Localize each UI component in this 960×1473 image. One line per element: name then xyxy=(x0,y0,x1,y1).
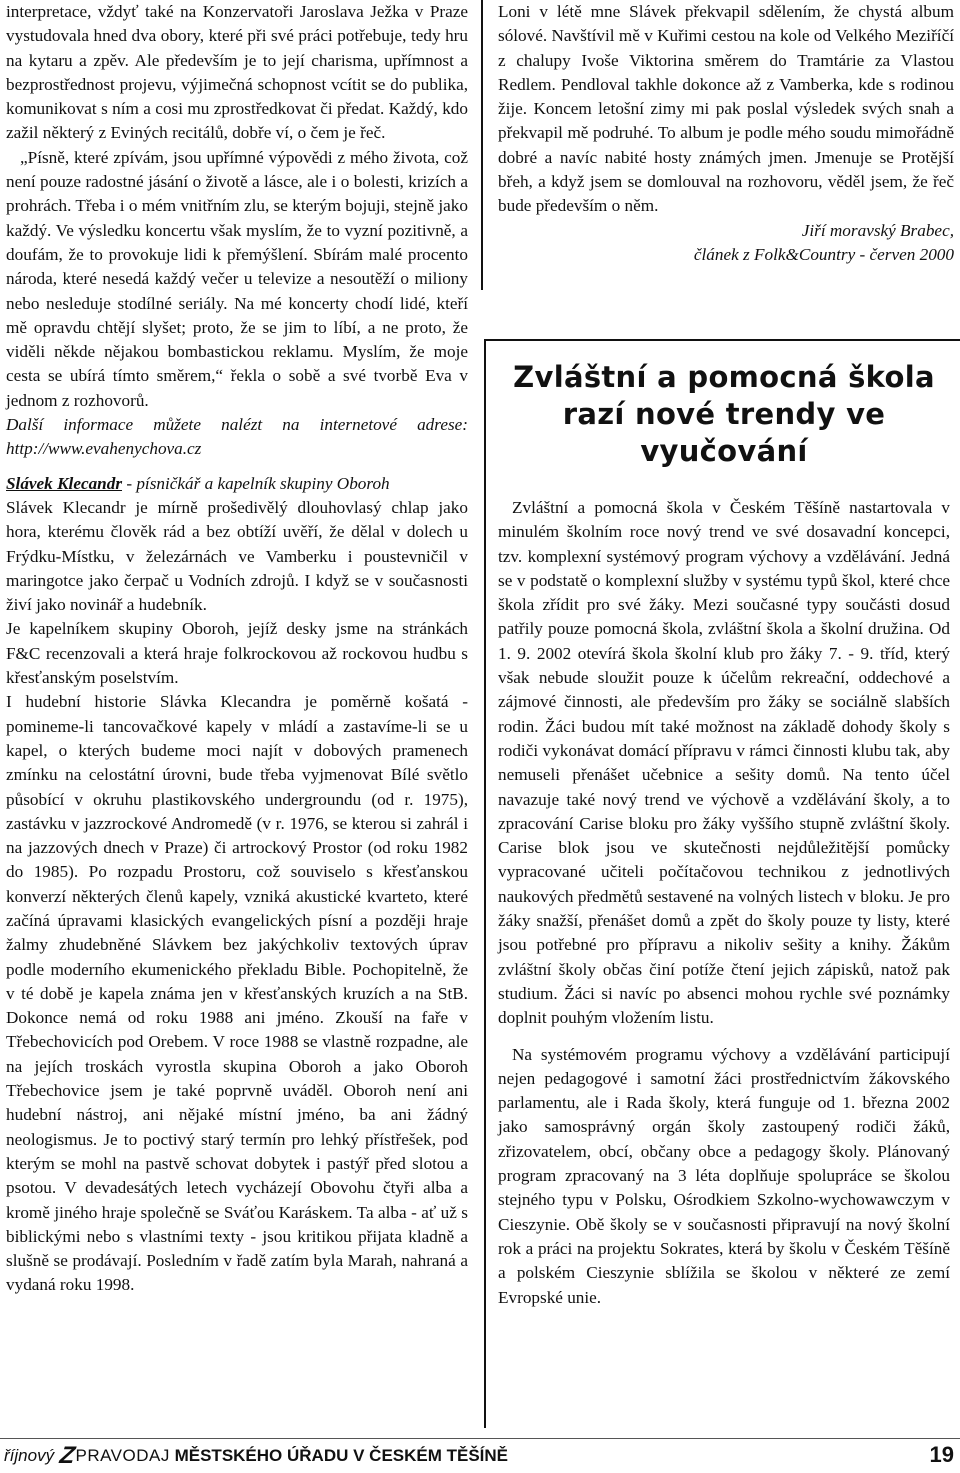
page-footer xyxy=(0,1438,960,1473)
section-title-rest: - písničkář a kapelník skupiny Oboroh xyxy=(122,473,390,493)
footer-office: MĚSTSKÉHO ÚŘADU V ČESKÉM TĚŠÍNĚ xyxy=(174,1446,509,1465)
article-paragraph-2: Na systémovém programu výchovy a vzdělávání participují nejen pedagogové i samotní žáci prostřednictvím žákovského parlamentu, ale i Rada školy, která funguje od 1. března 2002 jako samosprávný orgán školy zastoupený rodiči žáků, zřizovatelem, obcí, občany obce a pedagogy školy. Plánovaný program zpracovaný na 3 léta doplňuje spolupráce se školou stejného typu v Polsku, Ośrodkiem Szkolno-wychowawczym v Cieszynie. Obě školy se v současnosti připravují na nový školní rok a práci na projektu Sokrates, která by školu v Českém Těšíně a polském Cieszynie sblížila se školou v některé ze zemí Evropské unie. xyxy=(498,1044,950,1307)
section-title-name: Slávek Klecandr xyxy=(6,473,123,493)
eva-paragraph-1: interpretace, vždyť také na Konzervatoři Jaroslava Ježka v Praze vystudovala hned dva obory, které při své práci potřebuje, tedy hru na kytaru a zpěv. Ale především je to její charisma, upřímnost a bezprostřednost projevu, výjimečná schopnost vcítit se do publika, komunikovat s ním a cosi mu zprostředkovat či předat. Každý, kdo zažil některý z Eviných recitálů, dobře ví, o čem je řeč. xyxy=(6,2,468,143)
klecandr-album-paragraph: Loni v létě mne Slávek překvapil sdělením, že chystá album sólové. Navštívil mě v Kuřimi cestou na kole od Velkého Meziříčí z chalupy Ivoše Viktorina směrem do Tramtárie za Vlastou Redlem. Pendloval takhle dokonce až z Vamberka, kde s rodinou žije. Koncem letošní zimy mi pak poslal výsledek svých snah a překvapil mě podruhé. To album je podle mého soudu mimořádně dobré a navíc nabité hosty známých jmen. Jmenuje se Protější břeh, a když jsem se domlouval na rozhovoru, věděl jsem, že řeč bude především o něm. xyxy=(498,2,954,216)
klecandr-paragraph-2: Je kapelníkem skupiny Oboroh, jejíž desky jsme na stránkách F&C recenzovali a která hraje folkrockovou až rockovou hudbu s křesťanským poselstvím. xyxy=(6,619,468,688)
source-signature: článek z Folk&Country - červen 2000 xyxy=(693,244,954,264)
eva-quote-paragraph: „Písně, které zpívám, jsou upřímné výpovědi z mého života, což není pouze radostné jásání o životě a lásce, ale i o bolesti, krizích a prohrách. Třeba i o mém vnitřním zlu, se kterým bojuji, stejně jako každý. Ve výsledku koncertu však myslím, že to vyzní pozitivně, a doufám, že to provokuje lidi k přemýšlení. Sbírám malé procento národa, které nesedá každý večer u televize a nesoutěží o miliony nebo nesleduje stodílné seriály. Na mé koncerty chodí lidé, kteří mě opravdu chtějí slyšet; proto, že se jim to líbí, a ne proto, že viděli někde nějakou bombastickou reklamu. Myslím, že moje cesta se ubírá tímto směrem,“ řekla o sobě a své tvorbě Eva v jednom z rozhovorů. xyxy=(6,147,468,410)
section-title xyxy=(6,472,468,496)
left-column xyxy=(6,0,468,1298)
article-headline: Zvláštní a pomocná škola razí nové trendy ve vyučování xyxy=(513,360,935,468)
footer-publication xyxy=(4,1444,508,1468)
article-box xyxy=(484,339,960,1428)
column-divider xyxy=(481,0,483,290)
author-signature: Jiří moravský Brabec, xyxy=(801,220,954,240)
footer-pravodaj: PRAVODAJ xyxy=(75,1446,170,1465)
klecandr-paragraph-1: Slávek Klecandr je mírně prošedivělý dlouhovlasý chlap jako hora, kterému člověk rád a bez obtíží uvěří, že dělal v dolech u Frýdku-Místku, v železárnách ve Vamberku i poustevničil v maringotce jako čerpač u Vodních zdrojů. I když se v současnosti živí jako novinář a hudebník. xyxy=(6,497,468,615)
page-number: 19 xyxy=(929,1442,954,1467)
footer-rule xyxy=(0,1438,960,1439)
footer-month: říjnový xyxy=(4,1446,55,1465)
zpravodaj-logo-icon: Z xyxy=(57,1442,77,1469)
eva-website-info: Další informace můžete nalézt na internetové adrese: http://www.evahenychova.cz xyxy=(6,415,468,459)
klecandr-paragraph-3: I hudební historie Slávka Klecandra je poměrně košatá - pomineme-li tancovačkové kapely v mládí a zastavíme-li se u kapel, o kterých budeme moci najít v dobových pramenech zmínku na celostátní úrovni, bude třeba vyjmenovat Bílé světlo působící v okruhu plastikovského undergroundu (od r. 1975), zastávku v jazzrockové Andromedě (v r. 1976, se kterou si zahrál i na jazzových dnech v Praze) či artrockový Prostor (od roku 1982 do 1985). Po rozpadu Prostoru, což souviselo s křesťanskou konverzí některých členů kapely, vzniká akustické kvarteto, které začíná úpravami klasických evangelických písní a později hraje žalmy zhudebněné Slávkem bez jakýchkoliv textových úprav podle moderního ekumenického překladu Bible. Pochopitelně, že v té době je kapela známa jen v křesťanských kruzích a na StB. Dokonce nemá od roku 1988 ani jméno. Zkouší na faře v Třebechovicích pod Orebem. V roce 1988 se vlastně rozpadne, ale na jejích troskách vyrostla skupina Oboroh a jako Oboroh Třebechovice jsem je také poprvně uváděl. Oboroh není ani hudební nástroj, ani nějaké místní jméno, ba ani žádný neologismus. Je to poctivý starý termín pro lehký přístřešek, pod kterým se mohl na pastvě schovat dobytek i pastýř před slotou a psotou. V devadesátých letech vycházejí Obovohu čtyři alba a kromě jiného hraje společně se Sváťou Karáskem. Ta alba - ať už s biblickými nebo s vlastními texty - jsou kritikou přijata kladně a slušně se prodávají. Posledním v řadě zatím byla Marah, nahraná a vydaná roku 1998. xyxy=(6,692,468,1295)
spacer xyxy=(6,462,468,472)
article-content xyxy=(498,351,950,1310)
article-paragraph-1: Zvláštní a pomocná škola v Českém Těšíně nastartovala v minulém školním roce nový trend ve své dosavadní koncepci, tzv. komplexní systémový program výchovy a vzdělávání. Jedná se v podstatě o komplexní služby v systému typů škol, které chce škola zřídit pro své žáky. Mezi současné typy součásti dosud patřily pouze pomocná škola, zvláštní škola a školní družina. Od 1. 9. 2002 otevírá škola školní klub pro žáky 7. - 9. tříd, který však nebude sloužit pouze k účelům rekreační, oddechové a zájmové činnosti, ale především pro žáky se sociálně slabších rodin. Žáci budou mít také možnost na základě dohody školy s rodiči vykonávat domácí přípravu v rámci činnosti klubu tak, aby nemuseli přenášet učebnice a sešity domů. Na tento účel navazuje také nový trend ve výchově a vzdělávání školy, a to zpracování Carise bloku pro žáky vyššího stupně zvláštní školy. Carise blok jsou ve skutečnosti nejdůležitější pomůcky vypracované učiteli počítačovou technikou z jednotlivých naukových předmětů sestavené na volných listech v bloku. Je pro žáky snažší, přenášet domů a zpět do školy pouze ty listy, které jsou potřebné pro přípravu a nikoliv sešity a knihy. Žákům zvláštní školy občas činí potíže čtení jejich zápisků, natož pak studium. Žáci si navíc po absenci mohou rychle své poznámky doplnit pouhým vložením listu. xyxy=(498,498,950,1028)
right-column-top xyxy=(498,0,954,267)
spacer xyxy=(498,1031,950,1043)
